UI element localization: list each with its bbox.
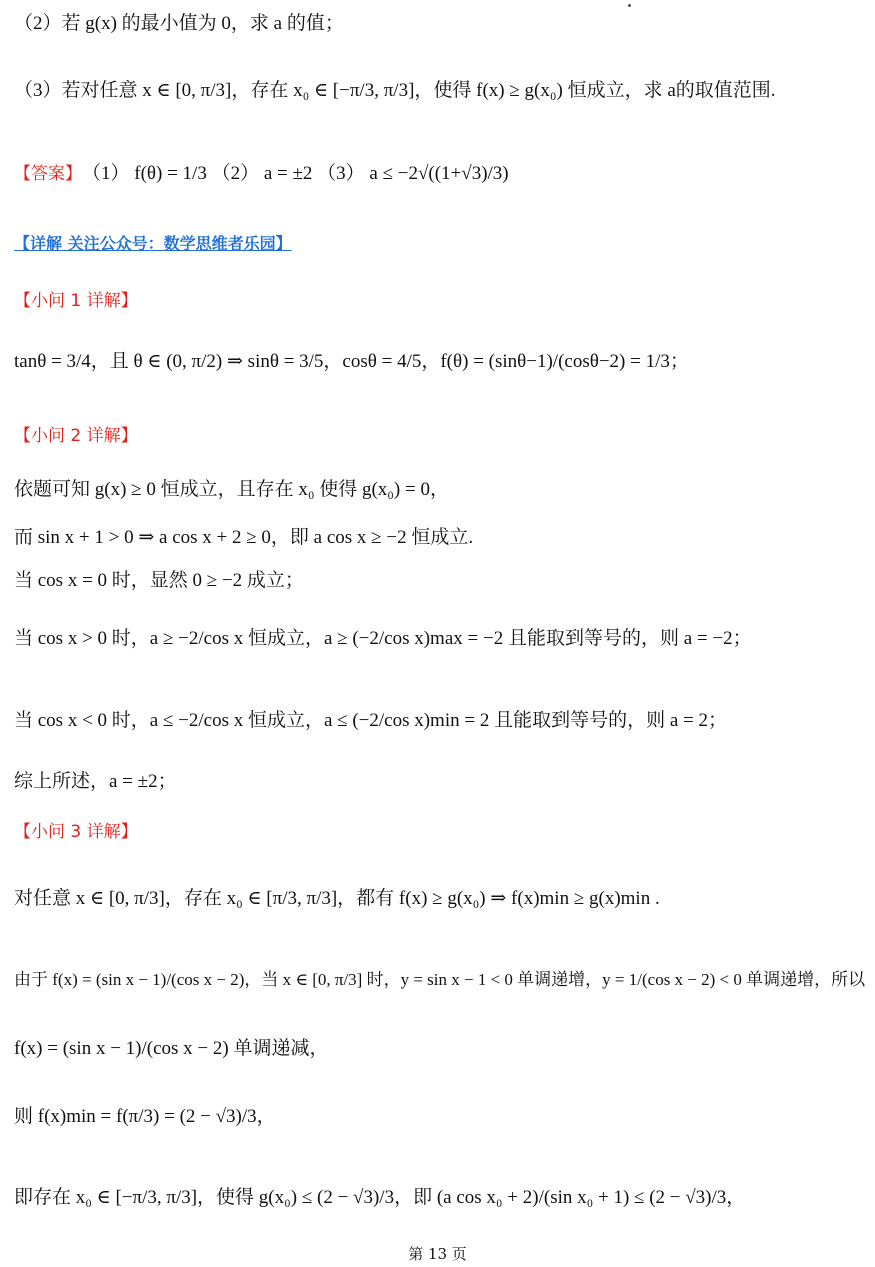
page-footer: 第 13 页 [408,1245,467,1263]
solution-2-conclusion: 综上所述，a = ±2； [14,771,177,792]
question-3: （3）若对任意 x ∈ [0, π/3]，存在 x₀ ∈ [−π/3, π/3]，使得 f(x) ≥ g(x₀) 恒成立，求 a的取值范围. [14,80,776,101]
solution-2-line-2: 而 sin x + 1 > 0 ⇒ a cos x + 2 ≥ 0，即 a cos x ≥ −2 恒成立. [14,527,474,548]
subquestion-3-heading: 【小问 3 详解】 [14,822,138,842]
solution-2-line-5: 当 cos x < 0 时，a ≤ −2/cos x 恒成立，a ≤ (−2/cos x)min = 2 且能取到等号的，则 a = 2； [14,710,727,731]
subquestion-2-heading: 【小问 2 详解】 [14,426,138,446]
solution-3-line-3: f(x) = (sin x − 1)/(cos x − 2) 单调递减， [14,1038,329,1059]
subquestion-1-heading: 【小问 1 详解】 [14,291,138,311]
solution-2-line-4: 当 cos x > 0 时，a ≥ −2/cos x 恒成立，a ≥ (−2/cos x)max = −2 且能取到等号的，则 a = −2； [14,628,752,649]
answer-label: 【答案】 [14,164,82,184]
solution-2-line-3: 当 cos x = 0 时，显然 0 ≥ −2 成立； [14,570,304,591]
solution-3-line-5: 即存在 x₀ ∈ [−π/3, π/3]，使得 g(x₀) ≤ (2 − √3)/3，即 (a cos x₀ + 2)/(sin x₀ + 1) ≤ (2 − √3)/3， [14,1187,746,1208]
answer-content: （1） f(θ) = 1/3 （2） a = ±2 （3） a ≤ −2√((1+√3)/3) [82,163,509,184]
solution-3-line-1: 对任意 x ∈ [0, π/3]，存在 x₀ ∈ [π/3, π/3]，都有 f(x) ≥ g(x₀) ⇒ f(x)min ≥ g(x)min . [14,888,660,909]
solution-2-line-1: 依题可知 g(x) ≥ 0 恒成立，且存在 x₀ 使得 g(x₀) = 0， [14,479,449,500]
answer-row [14,158,509,185]
solution-3-line-2: 由于 f(x) = (sin x − 1)/(cos x − 2)，当 x ∈ [0, π/3] 时，y = sin x − 1 < 0 单调递增，y = 1/(cos x − 2) < 0 单调递增，所以 [14,970,866,989]
detail-heading: 【详解 关注公众号：数学思维者乐园】 [14,234,292,253]
stray-dot [628,4,631,7]
solution-3-line-4: 则 f(x)min = f(π/3) = (2 − √3)/3， [14,1106,276,1127]
question-2: （2）若 g(x) 的最小值为 0，求 a 的值； [14,13,344,34]
solution-1-line: tanθ = 3/4，且 θ ∈ (0, π/2) ⇒ sinθ = 3/5，cosθ = 4/5，f(θ) = (sinθ−1)/(cosθ−2) = 1/3； [14,351,689,372]
